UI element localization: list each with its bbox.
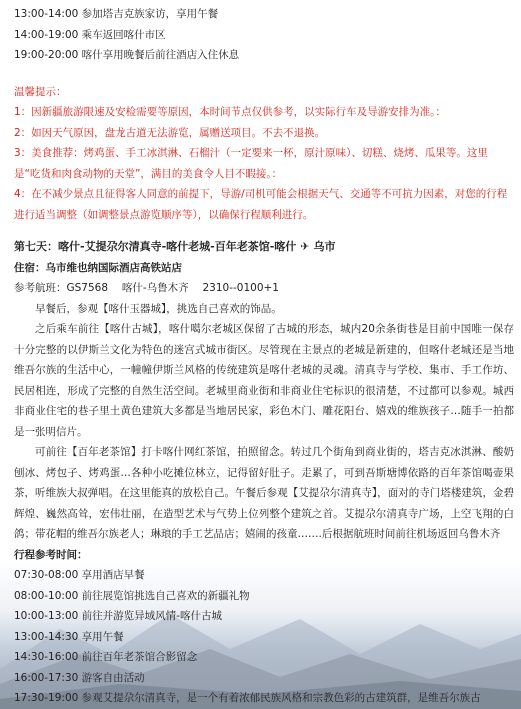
schedule-text: 前往百年老茶馆合影留念 <box>81 651 198 663</box>
day-title-text: 第七天：喀什-艾提尕尔清真寺-喀什老城-百年老茶馆-喀什 <box>14 240 297 253</box>
schedule-heading: 行程参考时间： <box>14 548 88 561</box>
schedule-row <box>14 668 514 689</box>
schedule-text: 享用酒店早餐 <box>81 569 145 581</box>
schedule-time: 14:00-19:00 <box>14 28 79 41</box>
tips-section <box>14 82 514 226</box>
schedule-text: 前往并游览异域风情-喀什古城 <box>81 610 222 622</box>
day-title <box>14 237 514 258</box>
schedule-time: 19:00-20:00 <box>14 49 79 61</box>
schedule-text: 乘车返回喀什市区 <box>81 28 166 41</box>
schedule-text: 游客自由活动 <box>81 671 145 684</box>
document-content <box>14 4 514 709</box>
paragraph-old-city: 之后乘车前往【喀什古城】，喀什噶尔老城区保留了古城的形态，城内20余条街巷是目前中国唯一保存十分完整的以伊斯兰文化为特色的迷宫式城市街区。尽管现在主景点的老城是新建的，但喀什老城还是当地维吾尔族的生活中心，一幢幢伊斯兰风格的传统建筑是喀什老城的灵魂。清真寺与学校、集市、手工作坊、民居相连，形成了完整的自然生活空间。老城里商业街和非商业住宅标识的很清楚，不过都可以参观。城西非商业住宅的巷子里土黄色建筑大多都是当地居民家，彩色木门、雕花阳台、嬉戏的维族孩子…随手一拍都是一张明信片。 <box>14 323 514 438</box>
airplane-icon: ✈ <box>300 240 310 253</box>
schedule-time: 13:00-14:30 <box>14 630 79 643</box>
day7-schedule <box>14 565 514 709</box>
schedule-row <box>14 565 514 586</box>
schedule-time: 07:30-08:00 <box>14 569 79 581</box>
top-schedule <box>14 4 514 66</box>
schedule-time: 17:30-19:00 <box>14 692 79 704</box>
schedule-time: 13:00-14:00 <box>14 8 79 20</box>
schedule-text: 参加塔吉克族家访，享用午餐 <box>81 8 219 20</box>
tip-item: 3：美食推荐：烤鸡蛋、手工冰淇淋、石榴汁（一定要来一杯，原汁原味）、切糕、烧烤、瓜果等。这里是“吃货和肉食动物的天堂”，满目的美食令人目不暇接。： <box>14 147 488 180</box>
day-title-destination: 乌市 <box>313 240 336 253</box>
schedule-text: 参观艾提尕尔清真寺，是一个有着浓郁民族风格和宗教色彩的古建筑群，是维吾尔族古 <box>81 692 481 704</box>
schedule-row <box>14 647 514 668</box>
schedule-row <box>14 627 514 648</box>
schedule-time: 14:30-16:00 <box>14 651 79 663</box>
flight-info: 参考航班：GS7568 喀什-乌鲁木齐 2310--0100+1 <box>14 282 279 294</box>
paragraph-jade-market: 早餐后，参观【喀什玉器城】，挑选自己喜欢的饰品。 <box>35 302 282 315</box>
schedule-row <box>14 45 514 66</box>
schedule-row <box>14 688 519 709</box>
schedule-time: 16:00-17:30 <box>14 671 79 684</box>
schedule-text: 喀什享用晚餐后前往酒店入住休息 <box>81 49 240 61</box>
schedule-text: 前往展览馆挑选自己喜欢的新疆礼物 <box>81 589 250 602</box>
schedule-time: 08:00-10:00 <box>14 589 79 602</box>
schedule-row <box>14 606 514 627</box>
tip-item: 2：如因天气原因，盘龙古道无法游览，属赠送项目。不去不退换。 <box>14 126 326 139</box>
tip-item: 1：因新疆旅游限速及安检需要等原因，本时间节点仅供参考，以实际行车及导游安排为准。： <box>14 106 446 118</box>
schedule-row <box>14 25 514 46</box>
paragraph-teahouse-mosque: 可前往【百年老茶馆】打卡喀什网红茶馆，拍照留念。转过几个街角到商业街的，塔吉克冰淇淋、酸奶刨冰、烤包子、烤鸡蛋…各种小吃摊位林立，记得留好肚子。走累了，可到吾斯塘博依路的百年茶馆喝壶果茶，听维族大叔弹唱。在这里能真的放松自己。午餐后参观【艾提尕尔清真寺】，面对的寺门塔楼建筑，金碧辉煌、巍然高耸，宏伟壮丽，在造型艺术与气势上位列整个建筑之首。艾提尕尔清真寺广场，上空飞翔的白鸽；带花帽的维吾尔族老人；琳琅的手工艺品店；嬉闹的孩童…….后根据航班时间前往机场返回乌鲁木齐 <box>14 446 514 540</box>
hotel-info: 住宿：乌市维也纳国际酒店高铁站店 <box>14 261 182 274</box>
spacer <box>14 66 514 76</box>
schedule-row <box>14 4 514 25</box>
schedule-row <box>14 586 514 607</box>
tips-heading: 温馨提示： <box>14 85 67 98</box>
tip-item: 4：在不减少景点且征得客人同意的前提下，导游/司机可能会根据天气、交通等不可抗力因素，对您的行程进行适当调整（如调整景点游览顺序等），以确保行程顺利进行。 <box>14 188 508 221</box>
schedule-text: 享用午餐 <box>81 630 124 643</box>
schedule-time: 10:00-13:00 <box>14 610 79 622</box>
